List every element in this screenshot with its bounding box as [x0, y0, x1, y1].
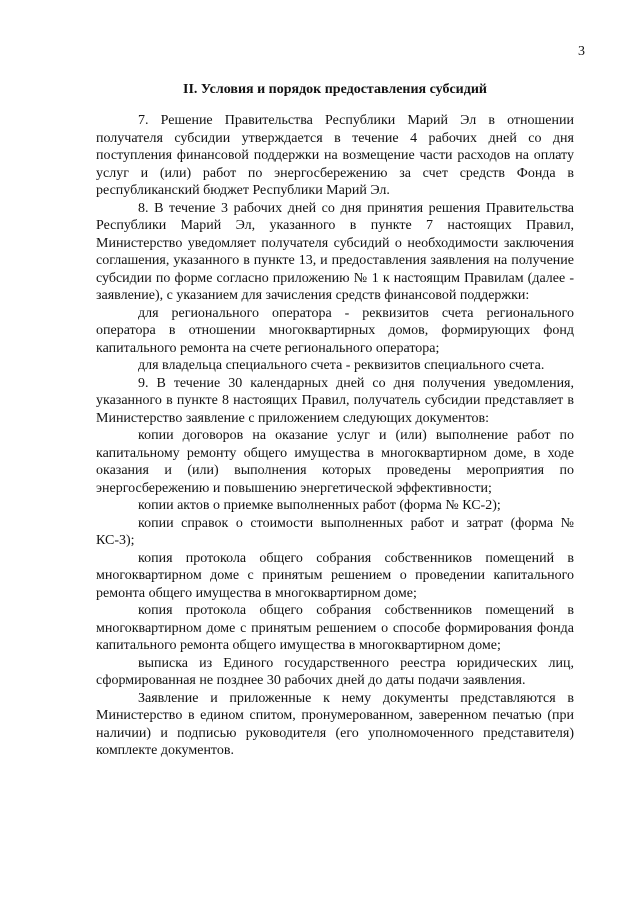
paragraph-ks3-copies: копии справок о стоимости выполненных работ и затрат (форма № КС-3);: [96, 515, 574, 548]
document-body: [96, 112, 574, 760]
paragraph-submission-terms: Заявление и приложенные к нему документы представляются в Министерство в едином спитом, пронумерованном, заверенном печатью (при наличии) и подписью руководителя (его уполномоченного представителя) комплекте документов.: [96, 690, 574, 758]
paragraph-contract-copies: копии договоров на оказание услуг и (или) выполнение работ по капитальному ремонту общего имущества в многоквартирном доме, в ходе оказания и (или) выполнения которых проведены мероприятия по энергосбережению и повышению энергетической эффективности;: [96, 428, 574, 496]
paragraph-9: 9. В течение 30 календарных дней со дня получения уведомления, указанного в пункте 8 настоящих Правил, получатель субсидии представляет в Министерство заявление с приложением следующих документов:: [96, 375, 574, 426]
paragraph-meeting-minutes-repair: копия протокола общего собрания собственников помещений в многоквартирном доме с принятым решением о проведении капитального ремонта общего имущества в многоквартирном доме;: [96, 550, 574, 601]
section-title: II. Условия и порядок предоставления субсидий: [183, 82, 487, 97]
paragraph-special-account-owner: для владельца специального счета - реквизитов специального счета.: [138, 358, 545, 373]
paragraph-egrul-extract: выписка из Единого государственного реестра юридических лиц, сформированная не позднее 30 рабочих дней до даты подачи заявления.: [96, 655, 574, 688]
page-number: 3: [578, 44, 585, 59]
paragraph-7: 7. Решение Правительства Республики Марий Эл в отношении получателя субсидии утверждается в течение 4 рабочих дней со дня поступления финансовой поддержки на возмещение части расходов на оплату услуг и (или) работ по энергосбережению за счет средств Фонда в республиканский бюджет Республики Марий Эл.: [96, 113, 574, 198]
paragraph-ks2-copies: копии актов о приемке выполненных работ (форма № КС-2);: [138, 498, 501, 513]
paragraph-regional-operator: для регионального оператора - реквизитов счета регионального оператора в отношении многоквартирных домов, формирующих фонд капитального ремонта на счете регионального оператора;: [96, 305, 574, 356]
paragraph-8: 8. В течение 3 рабочих дней со дня принятия решения Правительства Республики Марий Эл, указанного в пункте 7 настоящих Правил, Министерство уведомляет получателя субсидий о необходимости заключения соглашения, указанного в пункте 13, и предоставления заявления на получение субсидии по форме согласно приложению № 1 к настоящим Правилам (далее - заявление), с указанием для зачисления средств финансовой поддержки:: [96, 200, 574, 303]
paragraph-meeting-minutes-fund: копия протокола общего собрания собственников помещений в многоквартирном доме с принятым решением о способе формирования фонда капитального ремонта общего имущества в многоквартирном доме;: [96, 603, 574, 653]
